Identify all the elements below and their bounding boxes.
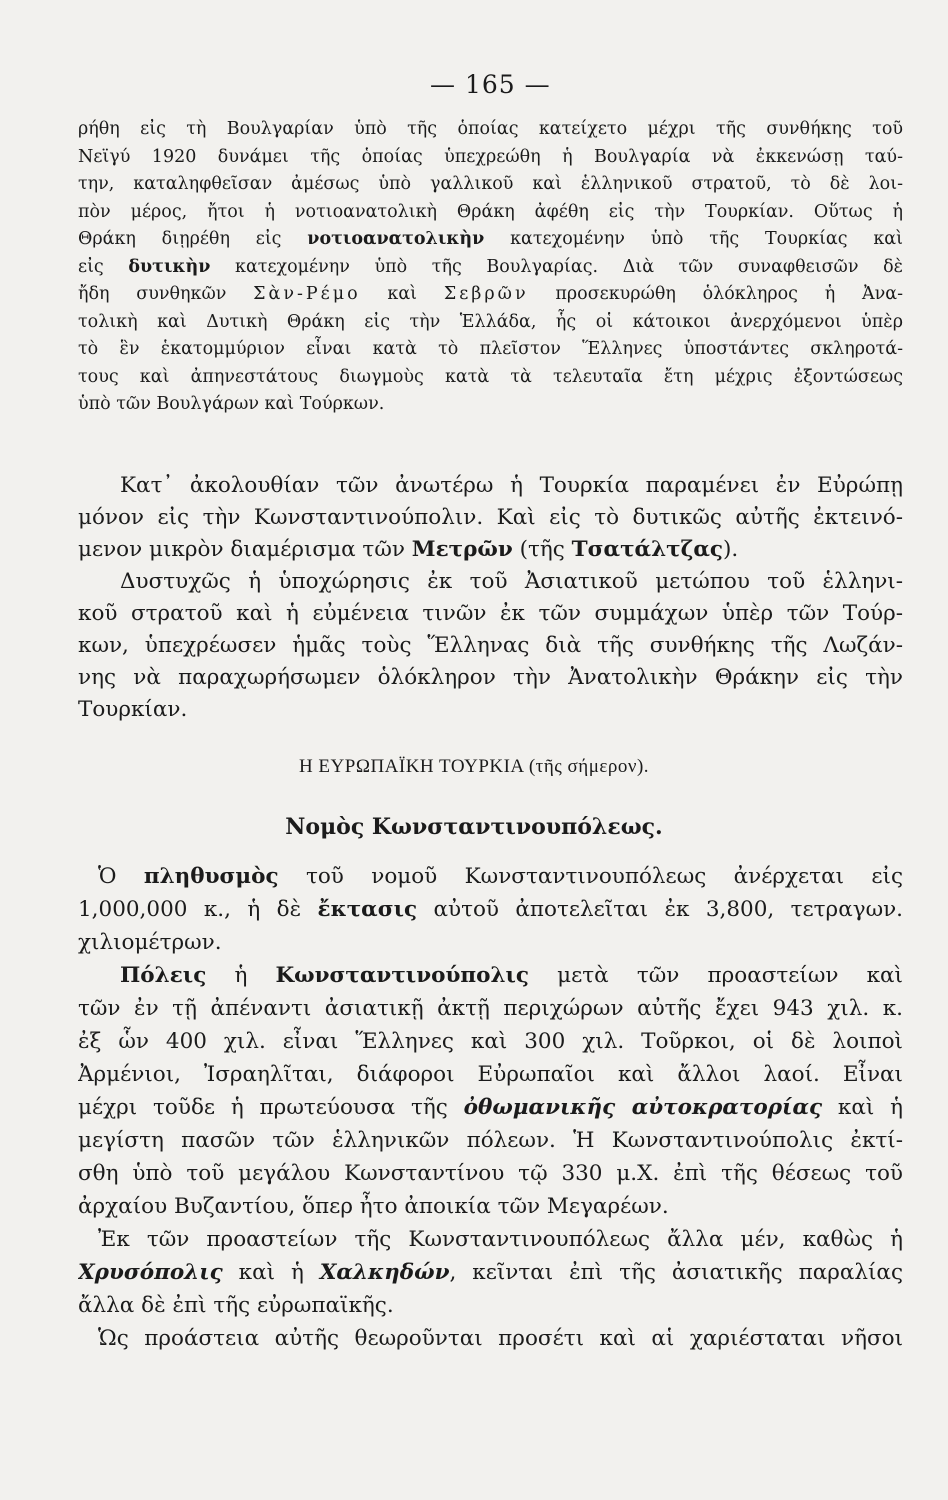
text-line <box>78 226 903 254</box>
text-line: Κατ᾽ ἀκολουθίαν τῶν ἀνωτέρω ἡ Τουρκία παραμένει ἐν Εὐρώπῃ <box>120 473 903 498</box>
emphasis-chrysopolis: Χρυσόπολις <box>78 1260 223 1285</box>
text-run: ἤδη συνθηκῶν <box>78 284 254 304</box>
text-line: τὸ ἓν ἑκατομμύριον εἶναι κατὰ τὸ πλεῖστον Ἕλληνες ὑποστάντες σκληροτά- <box>78 339 903 359</box>
text-line: Νεϊγύ 1920 δυνάμει τῆς ὁποίας ὑπεχρεώθη ἡ Βουλγαρία νὰ ἐκκενώσῃ ταύ- <box>78 146 903 167</box>
text-line <box>78 281 903 309</box>
emphasis-constantinople: Κωνσταντινούπολις <box>275 963 530 988</box>
text-line <box>78 1091 903 1124</box>
text-run: Θράκη διῃρέθη εἰς <box>78 229 308 249</box>
text-line: Ἀρμένιοι, Ἰσραηλῖται, διάφοροι Εὐρωπαῖοι καὶ ἄλλοι λαοί. Εἶναι <box>78 1062 903 1087</box>
text-line: ἄλλα δὲ ἐπὶ τῆς εὐρωπαϊκῆς. <box>78 1293 394 1318</box>
text-run: μετὰ τῶν προαστείων καὶ <box>529 963 903 988</box>
text-line: ὑπὸ τῶν Βουλγάρων καὶ Τούρκων. <box>78 394 385 414</box>
text-line: τους καὶ ἀπηνεστάτους διωγμοὺς κατὰ τὰ τελευταῖα ἔτη μέχρις ἐξοντώσεως <box>78 366 903 387</box>
emphasis-tsataltzas: Τσατάλτζας <box>571 537 723 562</box>
subheading: Νομὸς Κωνσταντινουπόλεως. <box>285 814 663 840</box>
text-run: ἡ <box>206 963 276 988</box>
emphasis-area: ἔκτασις <box>317 897 418 922</box>
text-run: εἰς <box>78 256 129 277</box>
text-run: καὶ ἡ <box>822 1095 903 1120</box>
text-line: Τουρκίαν. <box>78 697 188 722</box>
text-line: ἐξ ὧν 400 χιλ. εἶναι Ἕλληνες καὶ 300 χιλ. Τοῦρκοι, οἱ δὲ λοιποὶ <box>78 1029 903 1054</box>
text-line: νης νὰ παραχωρήσωμεν ὁλόκληρον τὴν Ἀνατολικὴν Θράκην εἰς τὴν <box>78 665 903 690</box>
text-line: χιλιομέτρων. <box>78 930 222 955</box>
text-line: σθη ὑπὸ τοῦ μεγάλου Κωνσταντίνου τῷ 330 μ.Χ. ἐπὶ τῆς θέσεως τοῦ <box>78 1161 903 1186</box>
emphasis-southeastern: νοτιοανατολικὴν <box>307 229 485 249</box>
emphasis-metron: Μετρῶν <box>411 537 513 562</box>
text-run: (τῆς <box>512 537 572 562</box>
text-line <box>78 860 903 893</box>
section-heading: Η ΕΥΡΩΠΑΪΚΗ ΤΟΥΡΚΙΑ (τῆς σήμερον). <box>298 756 650 777</box>
page-number: — 165 — <box>430 70 551 99</box>
emphasis-western: δυτικὴν <box>128 256 211 277</box>
text-run: κατεχομένην ὑπὸ τῆς Βουλγαρίας. Διὰ τῶν συναφθεισῶν δὲ <box>210 256 903 277</box>
text-run: μέχρι τοῦδε ἡ πρωτεύουσα τῆς <box>78 1095 464 1120</box>
paragraph-thrace-division <box>78 116 903 419</box>
text-line <box>78 893 903 926</box>
text-line <box>78 959 903 992</box>
text-run: 1,000,000 κ., ἡ δὲ <box>78 897 318 922</box>
paragraph-turkey-europe <box>78 470 903 726</box>
text-line: πὸν μέρος, ἤτοι ἡ νοτιοανατολικὴ Θράκη ἀφέθη εἰς τὴν Τουρκίαν. Οὕτως ἡ <box>78 201 903 222</box>
text-run: καὶ <box>360 284 444 304</box>
emphasis-sevres: Σεβρῶν <box>443 284 529 304</box>
text-run: μενον μικρὸν διαμέρισμα τῶν <box>78 537 412 562</box>
emphasis-population: πληθυσμὸς <box>143 864 279 889</box>
text-run: αὐτοῦ ἀποτελεῖται ἐκ 3,800, τετραγων. <box>417 897 903 922</box>
emphasis-san-remo: Σὰν-Ρέμο <box>253 284 361 304</box>
text-line: κοῦ στρατοῦ καὶ ἡ εὐμένεια τινῶν ἐκ τῶν συμμάχων ὑπὲρ τῶν Τούρ- <box>78 601 903 626</box>
text-line <box>78 254 903 282</box>
text-run: τοῦ νομοῦ Κωνσταντινουπόλεως ἀνέρχεται εἰς <box>278 864 903 889</box>
text-run: ). <box>723 537 739 562</box>
text-line: τολικὴ καὶ Δυτικὴ Θράκη εἰς τὴν Ἑλλάδα, ἧς οἱ κάτοικοι ἀνερχόμενοι ὑπὲρ <box>78 311 903 332</box>
text-line: Ὡς προάστεια αὐτῆς θεωροῦνται προσέτι καὶ αἱ χαριέσταται νῆσοι <box>98 1326 903 1351</box>
text-line: την, καταληφθεῖσαν ἀμέσως ὑπὸ γαλλικοῦ καὶ ἑλληνικοῦ στρατοῦ, τὸ δὲ λοι- <box>78 174 903 194</box>
text-run: καὶ ἡ <box>222 1260 320 1285</box>
text-line: ἀρχαίου Βυζαντίου, ὅπερ ἦτο ἀποικία τῶν Μεγαρέων. <box>78 1194 669 1219</box>
text-line <box>78 534 903 566</box>
text-run: κατεχομένην ὑπὸ τῆς Τουρκίας καὶ <box>484 229 903 249</box>
text-run: , κεῖνται ἐπὶ τῆς ἀσιατικῆς παραλίας <box>449 1260 903 1285</box>
emphasis-ottoman-empire: ὀθωμανικῆς αὐτοκρατορίας <box>463 1095 823 1120</box>
emphasis-cities: Πόλεις <box>120 963 207 988</box>
text-line <box>78 1256 903 1289</box>
text-line: Ἐκ τῶν προαστείων τῆς Κωνσταντινουπόλεως ἄλλα μέν, καθὼς ἡ <box>98 1227 903 1252</box>
text-line: μόνον εἰς τὴν Κωνσταντινούπολιν. Καὶ εἰς τὸ δυτικῶς αὐτῆς ἐκτεινό- <box>78 505 903 530</box>
emphasis-chalcedon: Χαλκηδών <box>319 1260 450 1285</box>
paragraph-constantinople <box>78 860 903 1355</box>
text-line: ρήθη εἰς τὴ Βουλγαρίαν ὑπὸ τῆς ὁποίας κατείχετο μέχρι τῆς συνθήκης τοῦ <box>78 119 903 139</box>
text-run: Ὁ <box>98 864 144 889</box>
text-line: Δυστυχῶς ἡ ὑποχώρησις ἐκ τοῦ Ἀσιατικοῦ μετώπου τοῦ ἑλληνι- <box>120 569 903 594</box>
text-line: κων, ὑπεχρέωσεν ἡμᾶς τοὺς Ἕλληνας διὰ τῆς συνθήκης τῆς Λωζάν- <box>78 633 903 658</box>
text-run: προσεκυρώθη ὁλόκληρος ἡ Ἀνα- <box>528 284 903 304</box>
text-line: μεγίστη πασῶν τῶν ἑλληνικῶν πόλεων. Ἡ Κωνσταντινούπολις ἐκτί- <box>78 1128 903 1153</box>
text-line: τῶν ἐν τῇ ἀπέναντι ἀσιατικῇ ἀκτῇ περιχώρων αὐτῆς ἔχει 943 χιλ. κ. <box>78 996 903 1021</box>
